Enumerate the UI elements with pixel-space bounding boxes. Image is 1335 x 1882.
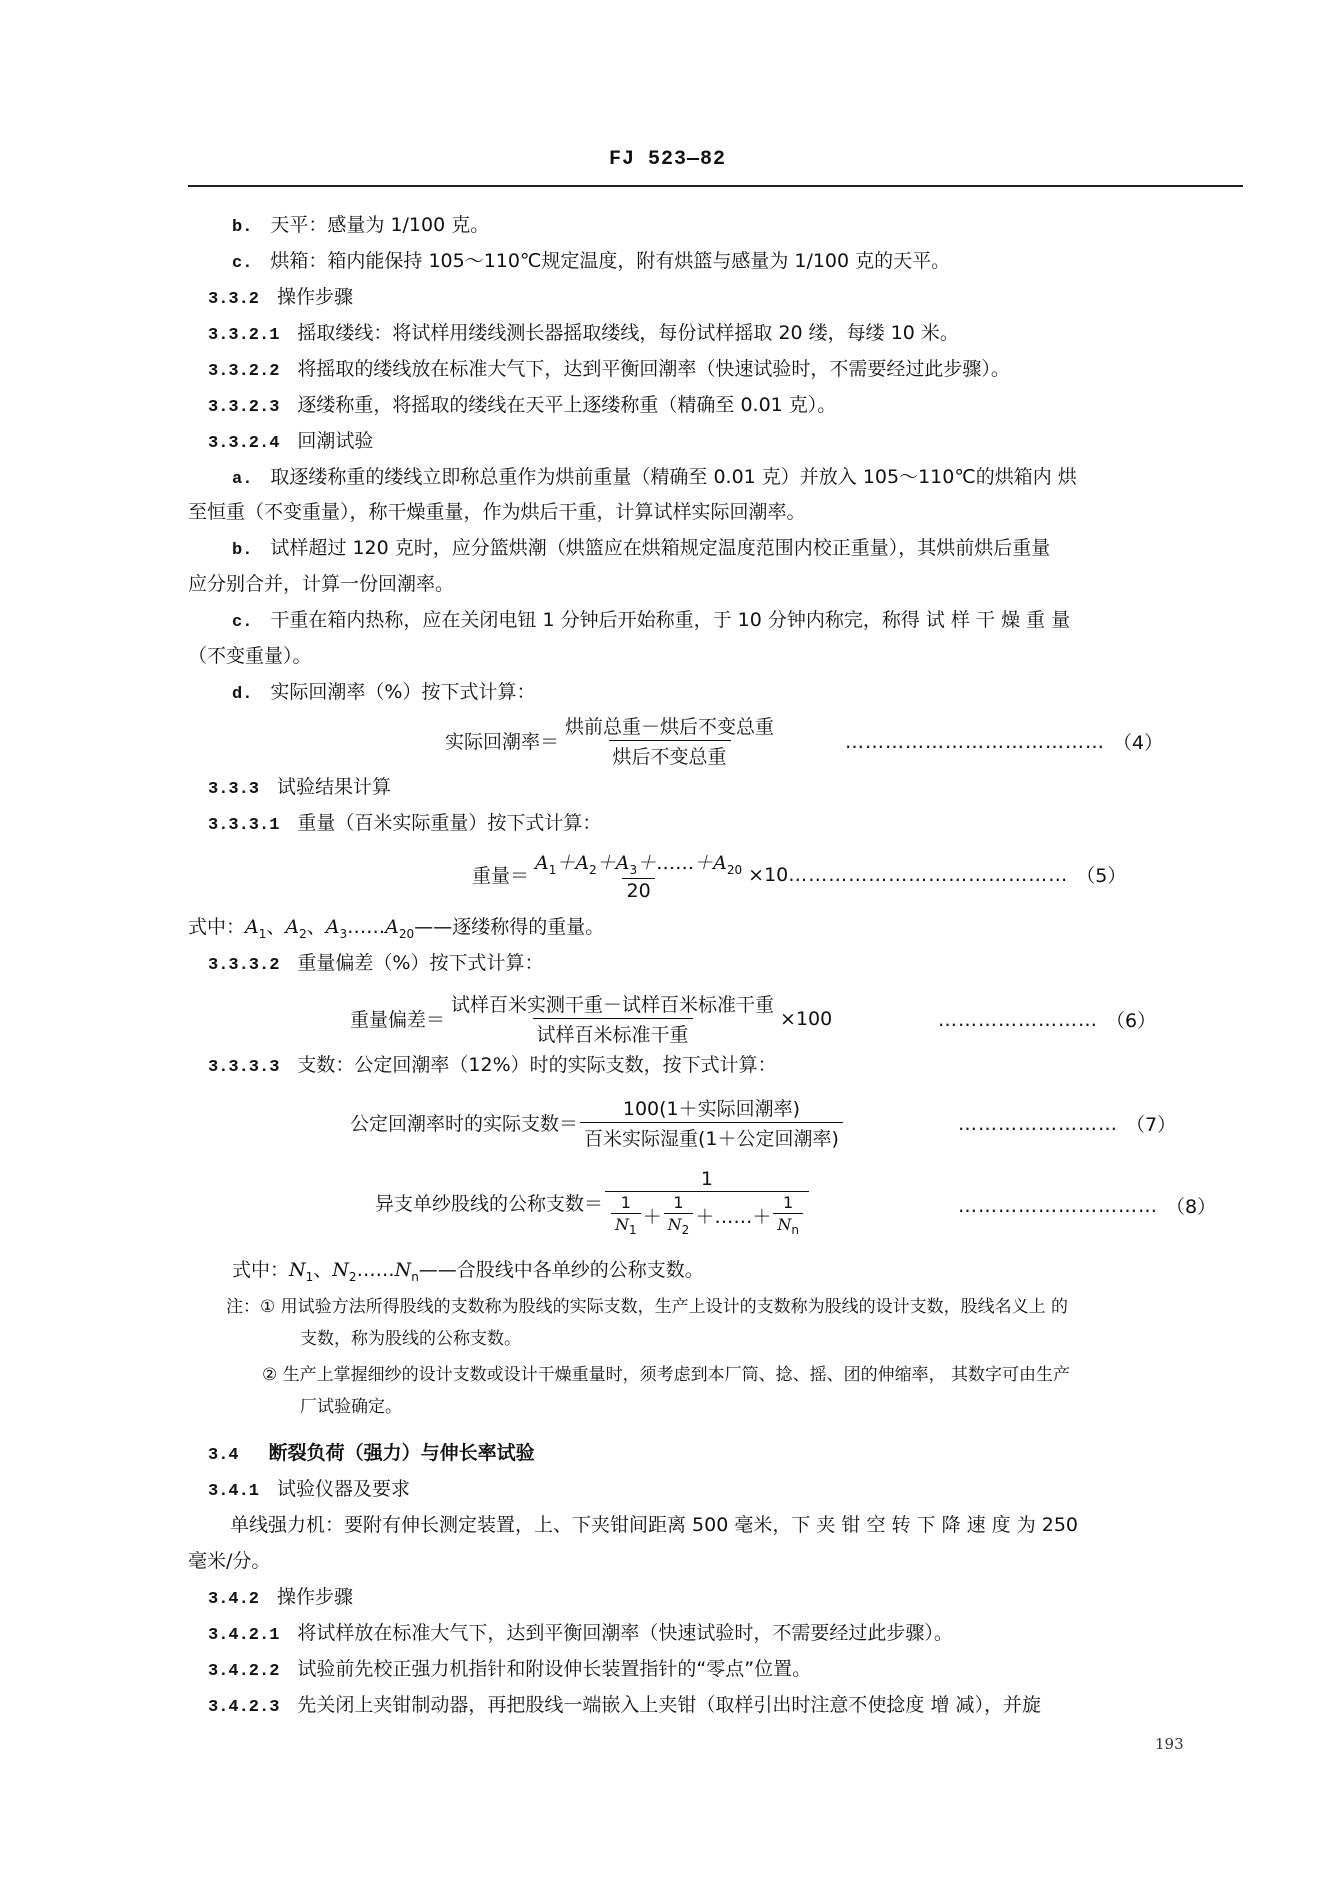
- equation-4-number: ………………………………… （4）: [845, 730, 1164, 754]
- paragraph-tester: 单线强力机：要附有伸长测定装置，上、下夹钳间距离 500 毫米，下 夹 钳 空 转 下 降 速 度 为 250: [230, 1514, 1079, 1536]
- equation-8: 异支单纱股线的公称支数＝ 1 $\frac{1}{N_1}$ ＋ $\frac{1}{N_2}$ ＋……＋ $\frac{1}{N_n}$: [375, 1168, 811, 1237]
- paragraph-tester-continued: 毫米/分。: [188, 1550, 271, 1572]
- section-3-3-2-3: 3.3.2.3 逐缕称重，将摇取的缕线在天平上逐缕称重（精确至 0.01 克）。: [208, 394, 837, 417]
- equation-8-fraction: 1 $\frac{1}{N_1}$ ＋ $\frac{1}{N_2}$ ＋……＋ $\frac{1}{N_n}$: [605, 1168, 809, 1237]
- item-b-balance: b. 天平：感量为 1/100 克。: [232, 214, 490, 237]
- section-3-4-1: 3.4.1 试验仪器及要求: [208, 1478, 411, 1501]
- item-c-continued: （不变重量）。: [188, 645, 312, 667]
- section-3-3-2-1: 3.3.2.1 摇取缕线：将试样用缕线测长器摇取缕线，每份试样摇取 20 缕，每缕 10 米。: [208, 322, 959, 345]
- equation-5: 重量＝ $\frac{A_1+A_2+A_3+\dots\dots+A_{20}}{20}$ ×10 …………………………………… （5）: [472, 848, 1126, 902]
- equation-8-number: ………………………… （8）: [958, 1194, 1217, 1218]
- equation-7-fraction: $\frac{\text{100(1＋实际回潮率)}}{\text{百米实际湿重(1＋公定回潮率)}}$: [580, 1094, 843, 1151]
- standard-header: FJ 523—82: [608, 148, 727, 171]
- equation-7-number: …………………… （7）: [958, 1112, 1177, 1136]
- note-2-continued: 厂试验确定。: [300, 1397, 402, 1417]
- equation-7: 公定回潮率时的实际支数＝ $\frac{\text{100(1＋实际回潮率)}}{\text{百米实际湿重(1＋公定回潮率)}}$: [350, 1094, 845, 1151]
- page-number: 193: [1155, 1735, 1184, 1753]
- item-b-basket: b. 试样超过 120 克时，应分篮烘潮（烘篮应在烘箱规定温度范围内校正重量），其烘前烘后重量: [232, 537, 1051, 560]
- equation-6: 重量偏差＝ $\frac{\text{试样百米实测干重－试样百米标准干重}}{\text{试样百米标准干重}}$ ×100: [350, 990, 832, 1047]
- note-2: ② 生产上掌握细纱的设计支数或设计干燥重量时，须考虑到本厂筒、捻、摇、团的伸缩率， 其数字可由生产: [262, 1365, 1071, 1385]
- section-3-3-3-3: 3.3.3.3 支数：公定回潮率（12%）时的实际支数，按下式计算：: [208, 1054, 777, 1077]
- section-3-4-2-3: 3.4.2.3 先关闭上夹钳制动器，再把股线一端嵌入上夹钳（取样引出时注意不使捻度 增 减），并旋: [208, 1694, 1042, 1717]
- section-3-3-2-4: 3.3.2.4 回潮试验: [208, 430, 374, 453]
- equation-6-fraction: $\frac{\text{试样百米实测干重－试样百米标准干重}}{\text{试样百米标准干重}}$: [451, 994, 775, 1046]
- equation-6-number: …………………… （6）: [938, 1008, 1157, 1032]
- section-3-3-2-2: 3.3.2.2 将摇取的缕线放在标准大气下，达到平衡回潮率（快速试验时，不需要经过此步骤）。: [208, 358, 1010, 381]
- equation-5-fraction: $\frac{A_1+A_2+A_3+\dots\dots+A_{20}}{20}$: [535, 852, 743, 902]
- equation-5-where: 式中：$A_1$、$A_2$、$A_3\dots\dots A_{20}——$逐缕称得的重量。: [188, 916, 605, 941]
- note-1-continued: 支数，称为股线的公称支数。: [300, 1329, 521, 1349]
- item-a-continued: 至恒重（不变重量），称干燥重量，作为烘后干重，计算试样实际回潮率。: [188, 501, 806, 523]
- section-3-4-2-2: 3.4.2.2 试验前先校正强力机指针和附设伸长装置指针的“零点”位置。: [208, 1658, 812, 1681]
- section-3-3-3-1: 3.3.3.1 重量（百米实际重量）按下式计算：: [208, 812, 602, 835]
- item-c-dry-weight: c. 干重在箱内热称，应在关闭电钮 1 分钟后开始称重，于 10 分钟内称完，称得 试 样 干 燥 重 量: [232, 609, 1071, 632]
- section-3-3-2: 3.3.2 操作步骤: [208, 286, 354, 309]
- item-c-oven: c. 烘箱：箱内能保持 105～110℃规定温度，附有烘篮与感量为 1/100 克的天平。: [232, 250, 951, 273]
- section-3-3-3: 3.3.3 试验结果计算: [208, 776, 392, 799]
- note-1: 注：① 用试验方法所得股线的支数称为股线的实际支数，生产上设计的支数称为股线的设计支数，股线名义上 的: [226, 1297, 1069, 1317]
- equation-4: 实际回潮率＝ $\frac{\text{烘前总重－烘后不变总重}}{\text{烘后不变总重}}$: [445, 712, 780, 769]
- equation-8-where: 式中：$N_1$、$N_2\dots\dots N_n——$合股线中各单纱的公称支数。: [232, 1259, 704, 1284]
- header-rule: [188, 185, 1243, 187]
- item-d-formula-intro: d. 实际回潮率（%）按下式计算：: [232, 681, 536, 704]
- section-3-4-2-1: 3.4.2.1 将试样放在标准大气下，达到平衡回潮率（快速试验时，不需要经过此步骤）。: [208, 1622, 953, 1645]
- item-b-continued: 应分别合并，计算一份回潮率。: [188, 573, 455, 595]
- section-3-4-2: 3.4.2 操作步骤: [208, 1586, 354, 1609]
- section-3-3-3-2: 3.3.3.2 重量偏差（%）按下式计算：: [208, 952, 544, 975]
- item-a-moisture: a. 取逐缕称重的缕线立即称总重作为烘前重量（精确至 0.01 克）并放入 105～110℃的烘箱内 烘: [232, 466, 1077, 489]
- section-3-4: 3.4 断裂负荷（强力）与伸长率试验: [208, 1442, 535, 1465]
- equation-4-fraction: $\frac{\text{烘前总重－烘后不变总重}}{\text{烘后不变总重}}$: [565, 716, 775, 768]
